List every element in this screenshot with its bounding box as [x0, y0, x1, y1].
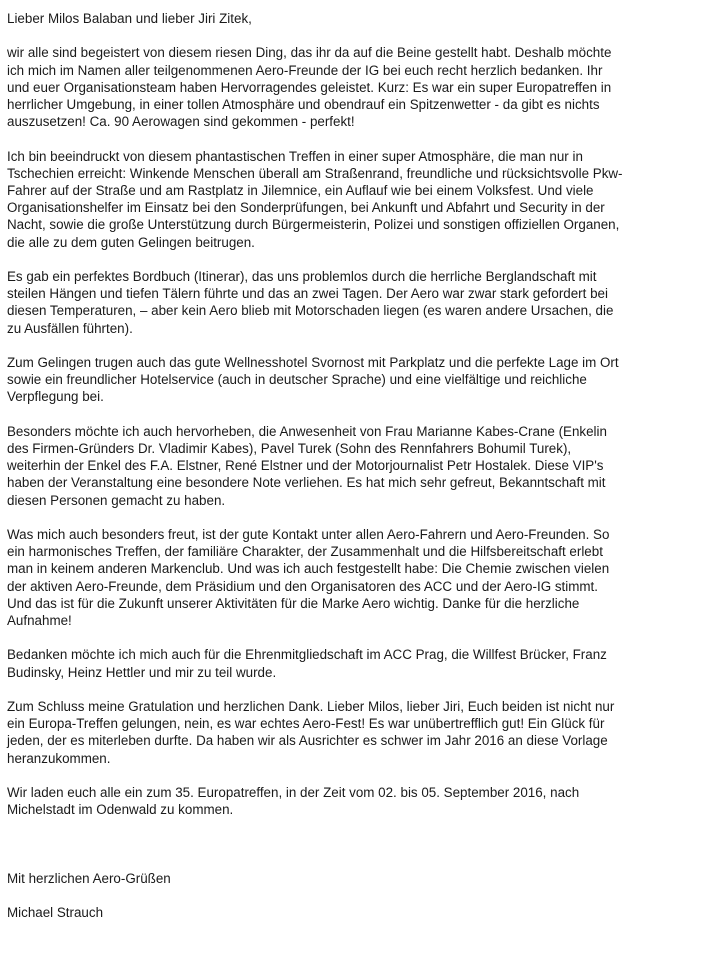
closing: Mit herzlichen Aero-Grüßen [7, 871, 171, 886]
paragraph-thanks: wir alle sind begeistert von diesem riesen Ding, das ihr da auf die Beine gestellt habt. Deshalb möchte ich mich im Namen aller teilgenommenen Aero-Freunde der IG bei euch recht herzlich bedanken. Ihr und euer Organisationsteam haben Hervorragendes geleistet. Kurz: Es war ein super Europatreffen in herrlicher Umgebung, in einer tollen Atmosphäre und obendrauf ein Spitzenwetter - da gibt es nichts auszusetzen! Ca. 90 Aerowagen sind gekommen - perfekt! [7, 45, 612, 130]
paragraph-impressions: Ich bin beeindruckt von diesem phantastischen Treffen in einer super Atmosphäre, die man nur in Tschechien erreicht: Winkende Menschen überall am Straßenrand, freundliche und rücksichtsvolle Pkw- Fahrer auf der Straße und am Rastplatz in Jilemnice, ein Auflauf wie bei einem Volksfest. Und viele Organisationshelfer im Einsatz bei den Sonderprüfungen, bei Ankunft und Abfahrt und Security in der Nacht, sowie die große Unterstützung durch Bürgermeisterin, Polizei und sonstigen offiziellen Organen, die alle zu dem guten Gelingen beitrugen. [7, 148, 623, 250]
signature: Michael Strauch [7, 905, 104, 921]
paragraph-conclusion: Zum Schluss meine Gratulation und herzlichen Dank. Lieber Milos, lieber Jiri, Euch beiden ist nicht nur ein Europa-Treffen gelungen, nein, es war echtes Aero-Fest! Es war unübertrefflich gut! Ein Glück für jeden, der es miterleben durfte. Da haben wir als Ausrichter es schwer im Jahr 2016 an diese Vorlage heranzukommen. [7, 699, 615, 766]
paragraph-hotel: Zum Gelingen trugen auch das gute Wellnesshotel Svornost mit Parkplatz und die perfekte Lage im Ort sowie ein freundlicher Hotelservice (auch in deutscher Sprache) und eine vielfältige und reichliche Verpflegung bei. [7, 355, 619, 405]
paragraph-invitation: Wir laden euch alle ein zum 35. Europatreffen, in der Zeit vom 02. bis 05. September 2016, nach Michelstadt im Odenwald zu kommen. [7, 785, 580, 818]
letter-body [7, 10, 719, 939]
salutation: Lieber Milos Balaban und lieber Jiri Zitek, [7, 11, 252, 26]
paragraph-honorary-membership: Bedanken möchte ich mich auch für die Ehrenmitgliedschaft im ACC Prag, die Willfest Brücker, Franz Budinsky, Heinz Hettler und mir zu teil wurde. [7, 647, 607, 680]
paragraph-roadbook: Es gab ein perfektes Bordbuch (Itinerar), das uns problemlos durch die herrliche Berglandschaft mit steilen Hängen und tiefen Tälern führte und das an zwei Tagen. Der Aero war zwar stark gefordert bei diesen Temperaturen, – aber kein Aero blieb mit Motorschaden liegen (es waren andere Ursachen, die zu Ausfällen führten). [7, 269, 614, 336]
paragraph-vips: Besonders möchte ich auch hervorheben, die Anwesenheit von Frau Marianne Kabes-Crane (Enkelin des Firmen-Gründers Dr. Vladimir Kabes), Pavel Turek (Sohn des Rennfahrers Bohumil Turek), weiterhin der Enkel des F.A. Elstner, René Elstner und der Motorjournalist Petr Hostalek. Diese VIP's haben der Veranstaltung eine besondere Note verliehen. Es hat mich sehr gefreut, Bekanntschaft mit diesen Personen gemacht zu haben. [7, 423, 607, 508]
paragraph-community: Was mich auch besonders freut, ist der gute Kontakt unter allen Aero-Fahrern und Aero-Freunden. So ein harmonisches Treffen, der familiäre Charakter, der Zusammenhalt und die Hilfsbereitschaft erlebt man in keinem anderen Markenclub. Und was ich auch festgestellt habe: Die Chemie zwischen vielen der aktiven Aero-Freunde, dem Präsidium und den Organisatoren des ACC und der Aero-IG stimmt. Und das ist für die Zukunft unserer Aktivitäten für die Marke Aero wichtig. Danke für die herzliche Aufnahme! [7, 527, 610, 629]
